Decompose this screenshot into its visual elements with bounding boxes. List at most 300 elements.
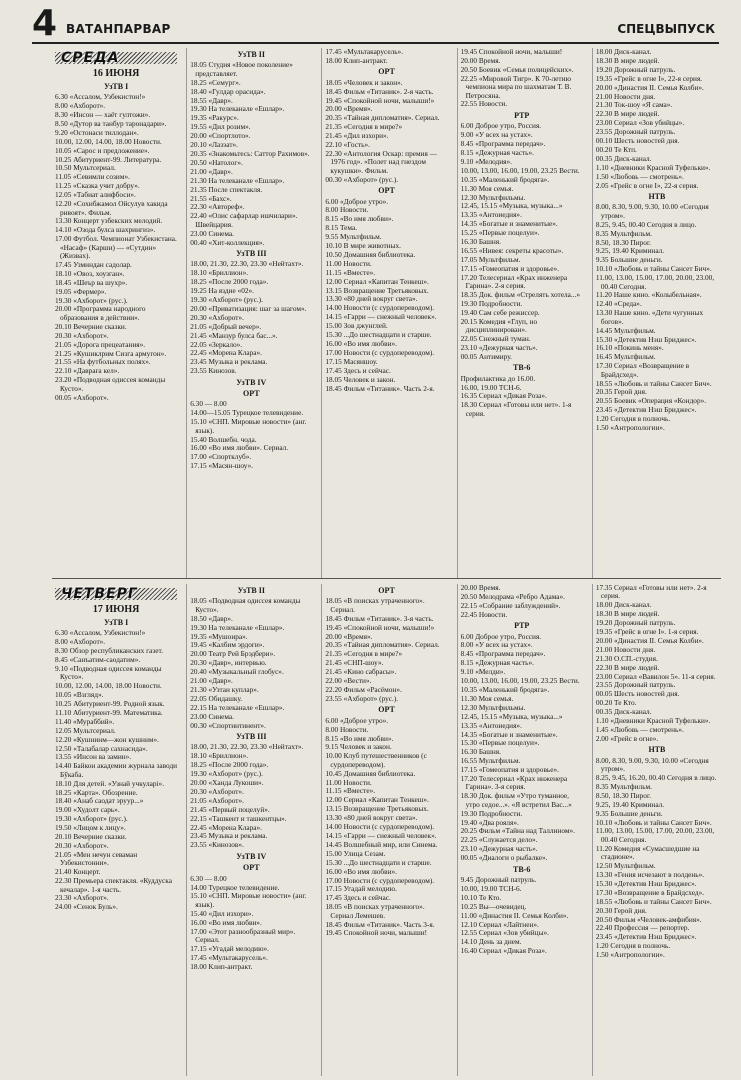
program-listing: 20.30 «Ахборот». [55, 840, 109, 850]
program-listing: 18.25 «Карта». Обозрение. [55, 787, 138, 797]
program-listing: 15.40 Волшебн. чода. [190, 434, 257, 444]
program-listing: 20.25 Фильм «Тайна над Таллином». [460, 826, 575, 836]
program-listing: 11.05 «Севимли созим». [55, 172, 130, 182]
program-listing: 17.15 «Угадай мелодию». [190, 943, 270, 953]
program-listing: 8.25, 9.45, 00.40 Сегодня в лицо. [595, 219, 697, 229]
program-listing: 19.30 Подробности. [460, 298, 523, 308]
program-listing: 20.10 Вечерние сказки. [55, 321, 127, 331]
program-listing: 10.10 Те Кто. [460, 892, 502, 902]
program-listing: 15.25 «Первые поцелуи». [460, 228, 540, 238]
program-listing: 11.10 Абитуриент-99. Математика. [55, 707, 163, 717]
program-listing: 21.45 «Первый поцелуй». [190, 804, 270, 814]
program-listing: 22.30 «Антология Оскар: премия — 1976 год». «Полет над гнездом кукушки». Фильм. [325, 148, 437, 175]
program-listing: 9.10 «Подводная одиссея команды Кусто». [55, 663, 162, 682]
program-listing: 18.55 «Давр». [190, 95, 233, 105]
program-listing: 8.15 «Во имя любви». [325, 214, 394, 224]
program-listing: 21.05 «Ахборот». [190, 795, 244, 805]
program-listing: 22.05 Обидашку. [190, 693, 243, 703]
program-listing: 16.00, 19.00 ТСН-6. [460, 382, 522, 392]
program-listing: 19.35 «Мушоира». [190, 631, 248, 641]
program-listing: 11.00, 13.00, 15.00, 17.00, 20.00, 23.00, 00.40 Сегодня. [595, 826, 715, 844]
program-listing: 20.00 Время. [460, 55, 501, 65]
program-listing: 9.35 Большие деньги. [595, 808, 663, 818]
program-listing: 16.10 «Покинь меня». [595, 343, 664, 353]
program-listing: 14.00 Новости (с сурдопереводом). [325, 822, 435, 832]
program-listing: 18.30 Док. фильм «Утро туманное, утро седое...». «Я встретил Вас...» [460, 791, 572, 809]
program-listing: 18.25 «После 2000 года». [190, 277, 269, 287]
program-listing: 1.20 Сегодня в полночь. [595, 941, 671, 951]
program-listing: 2.00 «Грейс в огне». [595, 733, 659, 743]
program-listing: 22.05 Снежный туман. [460, 334, 531, 343]
program-listing: 19.40 «Два рояля». [460, 817, 519, 827]
program-listing: 9.25, 19.40 Криминал. [595, 246, 665, 256]
channel-heading: ТВ-6 [513, 864, 531, 874]
program-listing: 17.15 Масяншоу. [325, 356, 378, 366]
program-listing: 18.00 Диск-канал. [595, 48, 652, 56]
program-listing: 12.10 Сериал «Лайтнен». [460, 919, 539, 929]
program-listing: 23.00 Сериал «Вавилон 5». 11-я серия. [595, 671, 716, 681]
program-listing: 8.45 «Программа передач». [460, 139, 546, 149]
program-listing: 10.00, 12.00, 14.00, 18.00 Новости. [55, 681, 162, 691]
channel-heading: ОРТ [378, 586, 395, 595]
program-listing: 17.00 Новости (с сурдопереводом). [325, 875, 435, 885]
program-listing: 21.45 «Дил изхори». [325, 131, 389, 141]
channel-heading: ОРТ [378, 67, 395, 77]
program-listing: 13.35 «Антоиедия». [460, 720, 522, 730]
program-listing: 11.15 «Вместе». [325, 786, 376, 796]
program-listing: 20.30 «Ахборот». [55, 330, 109, 340]
program-listing: 8.15 «Дежурная часть». [460, 658, 534, 668]
program-listing: 14.15 «Гарри — снежный человек». [325, 312, 437, 322]
program-listing: 18.00 Диск-канал. [595, 600, 652, 610]
program-listing: 22.25 «Служается дело». [460, 835, 538, 845]
program-listing: 8.45 «Санъатим-саодатим». [55, 654, 141, 664]
program-listing: 22.30 «Автореф». [190, 202, 245, 212]
program-listing: 17.45 Узминдан садолар. [55, 259, 132, 269]
program-listing: 24.00 «Сенок Буль». [55, 902, 118, 912]
program-listing: 20.00 «Спортлото». [190, 131, 251, 141]
program-listing: 17.15 Угадай мелодию. [325, 884, 397, 894]
program-listing: 18.30 Сериал «Готовы или нет». 1-я серия. [460, 400, 572, 418]
program-listing: 21.05 «Добрый вечер». [190, 321, 262, 331]
program-listing: 9.10 «Мелди». [460, 667, 506, 677]
program-listing: 18.05 «В поисках утраченного». Сериал Лемешев. [325, 902, 425, 920]
program-listing: 20.50 Фильм «Человек-амфибия». [595, 914, 702, 924]
program-listing: 17.45 Здесь и сейчас. [325, 365, 391, 375]
program-listing: 18.25 «Семург». [190, 77, 241, 87]
program-listing: 19.50 «Лицом к лицу». [55, 823, 126, 833]
program-listing: 14.45 Волшебный мир, или Синема. [325, 839, 438, 849]
program-listing: 23.45 «Детектив Нэш Бриджес». [595, 405, 697, 415]
program-listing: 20.30 «Давр», интервью. [190, 658, 267, 668]
program-listing: 6.30 «Ассалом, Узбекистон!» [55, 92, 146, 102]
program-listing: 19.30 «Ахборот» (рус.). [190, 769, 263, 779]
program-listing: 11.00 Новости. [325, 777, 372, 787]
program-listing: 19.40 Сам себе режиссер. [460, 307, 540, 317]
program-listing: 21.30 О.СП.-студия. [595, 653, 658, 663]
program-listing: 11.20 Наше кино. «Колыбельная». [595, 290, 702, 300]
program-listing: 8.50 «Дутор ва танбур таронадари». [55, 118, 167, 128]
program-listing: 10.10 В мире животных. [325, 241, 401, 251]
program-listing: 21.35 После спектакля. [190, 184, 263, 194]
program-listing: 14.00—15.05 Турецкое телевидение. [190, 408, 304, 418]
program-listing: 18.30 В мире людей. [595, 609, 660, 619]
program-listing: 17.00 «Этот разнообразный мир». Сериал. [190, 926, 296, 944]
program-listing: 9.20 «Остонаси тиллодан». [55, 127, 139, 137]
program-listing: 1.50 «Любовь — смотрень». [595, 171, 684, 181]
program-listing: 22.10 «Давраға кел». [55, 366, 120, 376]
program-listing: 22.10 «Гость». [325, 140, 370, 150]
program-listing: 21.30 Ток-шоу «Я сама». [595, 100, 673, 110]
program-listing: 20.30 «Ахборот». [190, 786, 244, 796]
channel-heading: УзТВ IV [236, 377, 267, 387]
program-listing: 12.50 «Талабалар сахнасида». [55, 743, 148, 753]
program-listing: 6.00 Доброе утро, Россия. [460, 631, 542, 641]
channel-heading: РТР [514, 110, 530, 120]
day-banner: ЧЕТВЕРГ [55, 588, 177, 600]
channel-heading: УзТВ I [103, 617, 129, 627]
tv-column [186, 584, 315, 1076]
channel-heading: УзТВ III [236, 248, 267, 258]
program-listing: 18.45 Фильм «Титаник». Часть 3-я. [325, 919, 435, 929]
program-listing: 23.45 Музыка и реклама. [190, 357, 268, 367]
program-listing: 12.30 Мультфильмы. [460, 192, 526, 202]
program-listing: 12.40 «Среда». [595, 299, 642, 309]
program-listing: 21.00 Новости дня. [595, 644, 656, 654]
program-listing: 14.35 «Богатые и знаменитые». [460, 729, 558, 739]
program-listing: 22.45 «Морена Клара». [190, 348, 263, 358]
program-listing: 8.50, 18.30 Пирог. [595, 790, 651, 800]
program-listing: 14.15 «Гарри — снежный человек». [325, 830, 437, 840]
program-listing: 14.35 «Богатые и знаменитые». [460, 219, 558, 229]
program-listing: 8.00 «У всех на устах». [460, 640, 533, 650]
program-listing: 17.20 Телесериал «Крах инженера Гарина». 3-я серия. [460, 774, 568, 792]
program-listing: 18.40 «Анаб саодат эруур...» [55, 796, 144, 806]
program-listing: 18.05 «В поисках утраченного». Сериал. [325, 596, 425, 614]
program-listing: 20.00 «Приватизация: шаг за шагом». [190, 303, 307, 313]
program-listing: 6.30 «Ассалом, Узбекистон!» [55, 628, 146, 638]
program-listing: 19.30 На телеканале «Ешлар». [190, 622, 285, 632]
program-listing: 19.45 «Калбим эрдоги». [190, 640, 265, 650]
program-listing: 20.35 Герой дня. [595, 387, 647, 397]
program-listing: 18.10 «Овоз, хоузган». [55, 268, 125, 278]
tv-column [52, 48, 180, 578]
program-listing: 17.00 Футбол. Чемпионат Узбекистана. «Насаф» (Карши) — «Сутдин» (Жизвах). [55, 234, 177, 261]
program-listing: 18.05 Человек и закон. [325, 374, 396, 384]
program-listing: 14.10 День за днем. [460, 937, 522, 947]
program-listing: 15.40 «Дил изхори». [190, 908, 254, 918]
program-listing: 15.30 «Детектив Нэш Бриджес». [595, 878, 697, 888]
program-listing: 20.10 Вечерние сказки. [55, 832, 127, 842]
program-listing: 12.45, 15.15 «Музыка, музыка...» [460, 201, 563, 211]
program-listing: 21.55 «На футбольных полях». [55, 357, 151, 367]
program-listing: 21.45 «Кино сабрасы». [325, 667, 397, 677]
program-listing: 00.10 Шесть новостей дня. [595, 136, 680, 146]
program-listing: 10.05 «Взгляд». [55, 690, 104, 700]
program-listing: 11.25 «Сказка учит добру». [55, 181, 140, 191]
tv-column [592, 584, 721, 1076]
date-heading: 16 ИЮНЯ [92, 68, 140, 80]
program-listing: 12.00 Сериал «Капитан Тенкеш». [325, 276, 429, 286]
program-listing: 18.40 «Гулдар орасида». [190, 86, 266, 96]
program-listing: 13.15 Возвращение Третьяковых. [325, 804, 429, 814]
program-listing: 10.00, 19.00 ТСН-6. [460, 883, 522, 893]
program-listing: 21.05 «Дорога прецеатания». [55, 339, 146, 349]
program-listing: 21.30 «Узтан куплар». [190, 684, 259, 694]
program-listing: 19.45 Спокойной ночи, малыши! [460, 48, 563, 56]
program-listing: 11.40 «Мураббий». [55, 716, 115, 726]
program-listing: 23.00 Синема. [190, 228, 234, 238]
section-title: СПЕЦВЫПУСК [617, 22, 715, 36]
program-listing: 18.45 Фильм «Титаник». 2-я часть. [325, 86, 434, 96]
program-listing: 6.30 — 8.00 [190, 873, 227, 883]
channel-heading: ОРТ [378, 705, 395, 715]
program-listing: 21.35 «Сегодня в мире?» [325, 649, 403, 659]
program-listing: 22.15 На телеканале «Ешлар». [190, 702, 285, 712]
tv-column [592, 48, 721, 578]
program-listing: 17.15 «Масян-шоу». [190, 461, 254, 471]
program-listing: 12.30 Мультфильмы. [460, 702, 526, 712]
program-listing: 17.30 Сериал «Возвращение в Брайдсхед». [595, 361, 690, 379]
program-listing: 16.00 «Во имя любви». [325, 866, 397, 876]
program-listing: 8.45 «Программа передач». [460, 649, 546, 659]
page-number: 4 [32, 3, 58, 44]
program-listing: 21.30 На телеканале «Ешлар». [190, 175, 285, 185]
program-listing: 17.05 Мультфильм. [460, 254, 521, 264]
program-listing: 11.20 Комедия «Сумасшедшие на стадионе». [595, 843, 700, 862]
program-listing: 16.30 Башня. [460, 237, 501, 247]
program-listing: 20.00 «Программа народного образования в действии». [55, 304, 146, 322]
program-listing: 22.20 Фильм «Расёмон». [325, 684, 402, 694]
program-listing: 16.00 «Во имя любви». Сериал. [190, 443, 289, 453]
program-listing: 17.00 Новости (с сурдопереводом). [325, 347, 435, 357]
program-listing: 12.45, 15.15 «Музыка, музыка...» [460, 711, 563, 721]
program-listing: 16.45 Мультфильм. [595, 352, 656, 362]
program-listing: 22.30 В мире людей. [595, 662, 660, 672]
program-listing: 20.40 «Музыкальный глобус». [190, 667, 284, 677]
program-listing: 16.35 Сериал «Дикая Роза». [460, 391, 547, 401]
program-listing: 20.35 «Тайная дипломатия». Сериал. [325, 113, 440, 123]
program-listing: 13.30 Наше кино. «Дети чугунных богов». [595, 308, 704, 326]
program-listing: 9.25, 19.40 Криминал. [595, 799, 665, 809]
program-listing: 17.15 «Гомеопатия и здоровье». [460, 765, 559, 775]
program-listing: 19.05 «Фермер». [55, 286, 107, 296]
program-listing: 18.10 «Бриллион». [190, 268, 249, 278]
program-listing: 6.00 «Доброе утро». [325, 196, 389, 206]
program-listing: 9.55 Мультфильм. [325, 232, 382, 242]
program-listing: 21.00 «Давр». [190, 166, 233, 176]
program-listing: 10.00, 13.00, 16.00, 19.00, 23.25 Вести. [460, 676, 580, 686]
program-listing: 23.00 Синема. [190, 711, 234, 721]
program-listing: 9.00 «У всех на устах». [460, 130, 533, 140]
channel-heading: УзТВ II [237, 50, 265, 59]
program-listing: 11.00 «Династия II. Семья Колби». [460, 910, 569, 920]
program-listing: 11.30 Моя семья. [460, 693, 514, 703]
program-listing: 00.20 Те Кто. [595, 698, 637, 708]
program-listing: 20.30 Герой дня. [595, 905, 647, 915]
program-listing: 00.30 «Ахборот» (рус.). [325, 174, 399, 184]
program-listing: 19.30 «Ахборот» (рус.). [55, 295, 128, 305]
program-listing: 1.50 «Антропологии». [595, 950, 665, 960]
program-listing: 18.10 Для детей. «Узнай учкуларі». [55, 778, 165, 788]
program-listing: 20.00 «Династия II. Семья Колби». [595, 82, 704, 92]
channel-heading: УзТВ III [236, 732, 267, 741]
program-listing: 23.10 «Дежурная часть». [460, 342, 538, 352]
program-listing: 6.00 «Доброе утро». [325, 715, 389, 725]
program-listing: 10.00, 12.00, 14.00, 18.00 Новости. [55, 136, 162, 146]
program-listing: 23.45 «Детектив Нэш Бриджес». [595, 932, 697, 942]
program-listing: 11.00 Новости. [325, 258, 372, 268]
program-listing: 20.00 «Время». [325, 631, 373, 641]
program-listing: 11.30 Моя семья. [460, 183, 514, 193]
program-listing: 16.40 Сериал «Дикая Роза». [460, 946, 547, 956]
program-listing: 20.00 Время. [460, 584, 501, 592]
program-listing: 22.05 «Зеркало». [190, 339, 243, 349]
program-listing: 14.00 Турецкое телевидение. [190, 882, 280, 892]
program-listing: 22.40 «Олис сафарлар ишчилари». Швейцария. [190, 211, 298, 229]
program-listing: 8.00 Новости. [325, 205, 369, 215]
program-listing: 18.00, 21.30, 22.30, 23.30 «Нейтахт». [190, 742, 304, 752]
program-listing: 8.30 «Инсон — хаёт гултожи». [55, 110, 151, 120]
program-listing: 23.00 Сериал «Зов убийцы». [595, 118, 685, 128]
program-listing: 00.20 Те Ктп. [595, 144, 637, 154]
program-listing: 22.40 Профессия — репортер. [595, 923, 690, 933]
program-listing: 23.55 «Кинозов». [190, 840, 244, 850]
program-listing: 20.50 Боевик «Семья полицейских». [460, 64, 574, 74]
program-listing: 18.45 Фильм «Титаник». Часть 2-я. [325, 383, 435, 393]
program-listing: 21.45 «СНП-шоу». [325, 658, 384, 668]
program-listing: 23.20 «Подводная одиссея команды Кусто». [55, 375, 166, 393]
program-listing: 15.00 Зов джунглей. [325, 321, 388, 331]
program-listing: 19.35 «Ракурс». [190, 113, 239, 123]
program-listing: 19.30 Подробности. [460, 808, 523, 818]
program-listing: 10.10 «Любовь и тайны Сансет Бич». [595, 264, 712, 274]
program-listing: 00.35 Диск-канал. [595, 707, 652, 717]
channel-heading: ОРТ [243, 863, 260, 873]
program-listing: 1.10 «Дневники Красной Туфельки». [595, 716, 711, 726]
program-listing: 10.00, 13.00, 16.00, 19.00, 23.25 Вести. [460, 165, 580, 175]
program-listing: 8.15 Тема. [325, 223, 358, 233]
tv-column [186, 48, 315, 578]
program-listing: 8.00, 8.30, 9.00, 9.30, 10.00 «Сегодня утром». [595, 202, 709, 220]
program-listing: 21.00 «Давр». [190, 676, 233, 686]
program-listing: 20.00 «Династия II. Семья Колби». [595, 635, 704, 645]
program-listing: 20.00 «Ханда Лукоши». [190, 778, 264, 788]
program-listing: 15.00 Улица Сезам. [325, 848, 386, 858]
tv-column [457, 48, 586, 578]
program-listing: 10.50 Домашняя библиотека. [325, 249, 416, 259]
program-listing: 13.35 «Антоиедия». [460, 210, 522, 220]
program-listing: 10.25 Абитуриент-99. Литература. [55, 154, 162, 164]
channel-heading: УзТВ II [237, 586, 265, 595]
day-banner: СРЕДА [55, 52, 177, 64]
channel-heading: РТР [514, 621, 530, 631]
program-listing: 23.55 «Ахборот» (рус.). [325, 693, 399, 703]
program-listing: 14.45 Мультфильм. [595, 325, 656, 335]
program-listing: 14.40 Байкон академии журнала заводи Бўкаба. [55, 761, 178, 779]
program-listing: 17.35 Сериал «Готовы или нет». 2-я серия. [595, 584, 707, 601]
program-listing: 1.50 «Антропологии». [595, 423, 665, 433]
program-listing: 18.45 «Шеър ва шухр». [55, 277, 128, 287]
program-listing: 15.10 «СНП. Мировые новости» (анг. язык). [190, 891, 307, 909]
channel-heading: ТВ-6 [513, 363, 531, 373]
program-listing: 17.30 «Возвращение в Брайдсхед». [595, 887, 705, 897]
channel-heading: ОРТ [378, 186, 395, 196]
program-listing: 10.35 «Маленький бродяга». [460, 174, 550, 184]
program-listing: 22.15 «Ташкент и ташкентцы». [190, 813, 287, 823]
program-listing: 23.10 «Дежурная часть». [460, 844, 538, 854]
program-listing: 18.45 Фильм «Титаник». 3-я часть. [325, 613, 434, 623]
program-listing: 21.00 Новости дня. [595, 91, 656, 101]
program-listing: 9.15 Человек и закон. [325, 742, 392, 752]
program-listing: 19.20 Дорожный патруль. [595, 64, 676, 74]
program-listing: 20.30 «Ахборот». [190, 312, 244, 322]
channel-heading: УзТВ I [103, 81, 129, 91]
program-listing: 20.35 «Знакомьтесь: Саттор Рахимов». [190, 148, 310, 158]
program-listing: 20.55 Боевик «Операция «Кондор». [595, 396, 707, 406]
program-listing: 11.15 «Вместе». [325, 267, 376, 277]
program-listing: 16.00 «Во имя любви». [325, 339, 397, 348]
tv-column [321, 48, 450, 578]
program-listing: 18.05 Студия «Новое поколение» представляет. [190, 60, 293, 78]
program-listing: 19.00 «Худолт сарь». [55, 805, 120, 815]
program-listing: 16.00 «Во имя любви». [190, 917, 262, 927]
program-listing: 15.30 ...До шестнадцати и старше. [325, 330, 432, 340]
program-listing: 20.50 Мелодрама «Ребро Адама». [460, 591, 565, 601]
program-listing: 8.35 Мультфильм. [595, 781, 652, 791]
program-listing: 18.35 Док. фильм «Стрелять хотела...» [460, 289, 580, 299]
program-listing: 17.00 «Спортклуб». [190, 452, 252, 462]
program-listing: 20.10 «Лазэат». [190, 140, 239, 150]
program-listing: 18.00, 21.30, 22.30, 23.30 «Нейтахт». [190, 259, 304, 269]
program-listing: 8.00 «Ахборот». [55, 637, 106, 647]
program-listing: 15.30 ...До шестнадцати и старше. [325, 857, 432, 867]
program-listing: 21.40 Концерт. [55, 867, 101, 877]
program-listing: 11.00, 13.00, 15.00, 17.00, 20.00, 23.00, 00.40 Сегодня. [595, 273, 715, 291]
program-listing: 18.55 «Любовь и тайны Сансет Бич». [595, 896, 712, 906]
tv-column [52, 584, 180, 1076]
program-listing: 00.30 «Спортинтинент». [190, 720, 266, 730]
program-listing: 20.00 Театр Рей Брэдбери». [190, 649, 276, 659]
program-listing: 20.50 «Натолог». [190, 157, 243, 167]
program-listing: 23.55 Дорожный патруль. [595, 127, 676, 137]
program-listing: 8.15 «Во имя любви». [325, 733, 394, 743]
program-listing: 10.10 «Любовь и тайны Сансет Бич». [595, 817, 712, 827]
program-listing: 17.20 Телесериал «Крах инженера Гарина». 2-я серия. [460, 272, 568, 291]
program-listing: 6.00 Доброе утро, Россия. [460, 121, 542, 131]
program-listing: 23.55 Дорожный патруль. [595, 680, 676, 690]
program-listing: 19.55 «Дил розим». [190, 122, 251, 132]
program-listing: 19.35 «Грейс в огне I». 1-я серия. [595, 627, 699, 637]
program-listing: 17.15 «Гомеопатия и здоровье». [460, 263, 559, 273]
thursday-schedule [52, 584, 721, 1076]
program-listing: 16.30 Башня. [460, 747, 501, 757]
program-listing: 18.00 Клип-антракт. [190, 961, 253, 971]
tv-column [457, 584, 586, 1076]
program-listing: 14.10 «Озода булса шахрингиз». [55, 225, 156, 235]
program-listing: 1.45 «Любовь — смотрень». [595, 725, 684, 734]
program-listing: 9.10 «Мелодия». [460, 156, 513, 166]
program-listing: 8.00, 8.30, 9.00, 9.30, 10.00 «Сегодня утром». [595, 755, 709, 774]
program-listing: Профилактика до 16.00. [460, 373, 536, 383]
program-listing: 22.15 «Собрание заблуждений». [460, 600, 561, 610]
program-listing: 21.35 «Сегодня в мире?» [325, 122, 403, 132]
program-listing: 17.45 Здесь и сейчас. [325, 893, 391, 903]
program-listing: 13.55 «Инсон ва замин». [55, 752, 132, 762]
program-listing: 15.10 «СНП. Мировые новости» (анг. язык). [190, 417, 307, 435]
program-listing: 13.30 «Гения исчезают в полдень». [595, 870, 705, 879]
program-listing: 19.30 На телеканале «Ешлар». [190, 104, 285, 114]
